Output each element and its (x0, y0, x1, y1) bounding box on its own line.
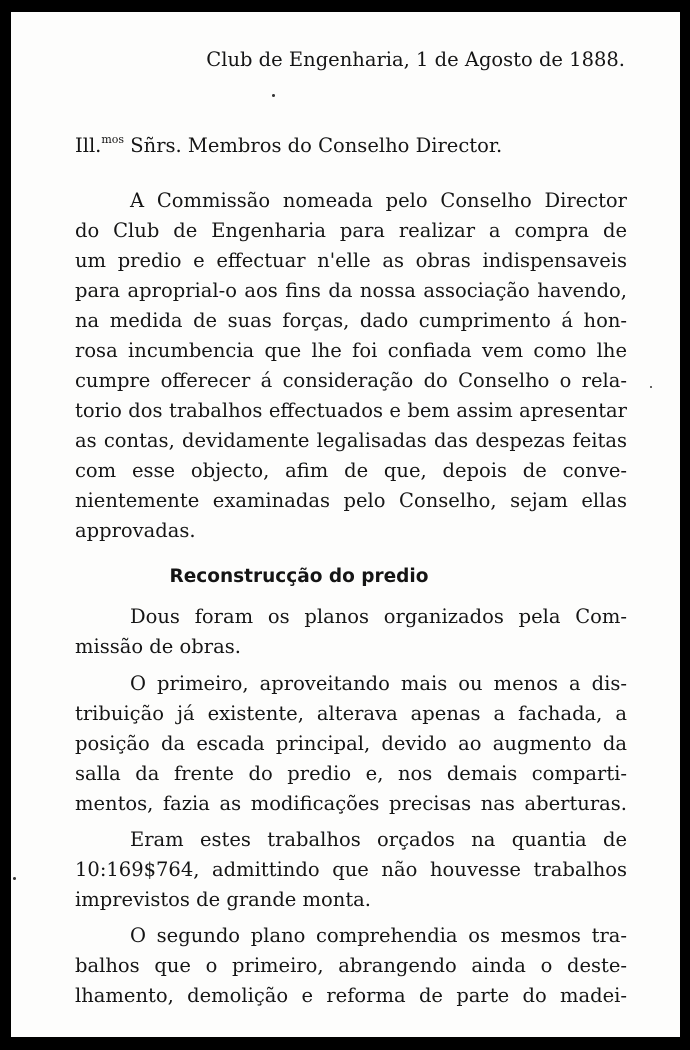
text-line: com esse objecto, afim de que, depois de conve- (75, 459, 627, 482)
text-line: missão de obras. (75, 635, 241, 658)
text-line: na medida de suas forças, dado cumprimento á hon- (75, 309, 627, 332)
salutation-superscript: mos (101, 133, 125, 146)
text-line: do Club de Engenharia para realizar a compra de (75, 219, 627, 242)
text-line: imprevistos de grande monta. (75, 888, 371, 911)
text-line: Eram estes trabalhos orçados na quantia de (130, 828, 627, 851)
text-line: 10:169$764, admittindo que não houvesse trabalhos (75, 858, 627, 881)
text-line: rosa incumbencia que lhe foi confiada vem como lhe (75, 339, 627, 362)
text-line: posição da escada principal, devido ao augmento da (75, 732, 627, 755)
text-line: cumpre offerecer á consideração do Conselho o rela- (75, 369, 627, 392)
ink-speck (272, 94, 275, 97)
dateline: Club de Engenharia, 1 de Agosto de 1888. (206, 48, 625, 71)
text-line: mentos, fazia as modificações precisas nas aberturas. (75, 792, 627, 815)
ink-speck (650, 386, 652, 388)
text-line: as contas, devidamente legalisadas das despezas feitas (75, 429, 627, 452)
text-line: lhamento, demolição e reforma de parte do madei- (75, 984, 627, 1007)
text-line: A Commissão nomeada pelo Conselho Director (130, 189, 627, 212)
ink-speck (13, 877, 16, 880)
text-line: Dous foram os planos organizados pela Com- (130, 605, 627, 628)
text-line: nientemente examinadas pelo Conselho, sejam ellas (75, 489, 627, 512)
salutation-prefix: Ill. (75, 134, 102, 157)
text-line: O primeiro, aproveitando mais ou menos a dis- (130, 672, 627, 695)
text-line: torio dos trabalhos effectuados e bem assim apresentar (75, 399, 627, 422)
text-line: balhos que o primeiro, abrangendo ainda o deste- (75, 954, 627, 977)
text-line: approvadas. (75, 519, 196, 542)
text-line: tribuição já existente, alterava apenas a fachada, a (75, 702, 627, 725)
text-line: salla da frente do predio e, nos demais comparti- (75, 762, 627, 785)
text-line: um predio e effectuar n'elle as obras indispensaveis (75, 249, 627, 272)
document-page (11, 12, 680, 1037)
text-line: O segundo plano comprehendia os mesmos tra- (130, 924, 627, 947)
section-heading: Reconstrucção do predio (169, 566, 429, 587)
text-line: para aproprial-o aos fins da nossa associação havendo, (75, 279, 627, 302)
salutation (75, 126, 627, 157)
salutation-rest: Sñrs. Membros do Conselho Director. (124, 134, 503, 157)
